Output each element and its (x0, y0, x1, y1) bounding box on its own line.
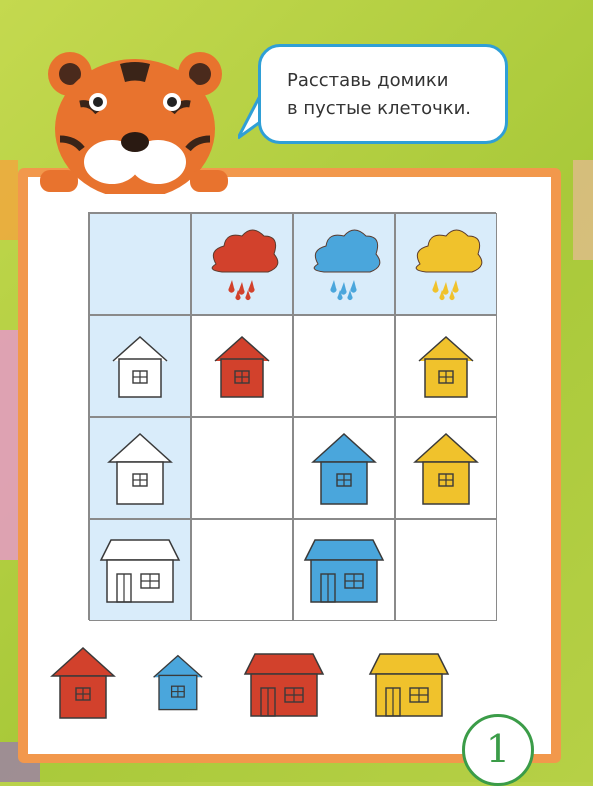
speech-bubble (258, 44, 508, 144)
grid-cell (293, 213, 395, 315)
house-piece[interactable] (150, 652, 206, 715)
house-piece[interactable] (50, 644, 116, 724)
tiger-mascot (40, 44, 230, 194)
house-piece[interactable] (243, 650, 325, 722)
cloud-icon (202, 224, 282, 304)
empty-cell[interactable] (89, 213, 191, 315)
house-icon (211, 333, 273, 399)
house-icon (303, 536, 385, 604)
instruction-text (287, 67, 497, 123)
page-number-badge (462, 714, 534, 786)
grid-cell (89, 315, 191, 417)
house-icon (109, 333, 171, 399)
decor-stripe (0, 160, 18, 240)
house-icon (107, 430, 173, 506)
grid-cell (395, 417, 497, 519)
grid-cell (89, 417, 191, 519)
instruction-line-2: в пустые клеточки. (287, 98, 472, 119)
empty-cell[interactable] (293, 315, 395, 417)
grid-cell (293, 519, 395, 621)
grid-cell (191, 213, 293, 315)
grid-cell (191, 315, 293, 417)
cloud-icon (304, 224, 384, 304)
empty-cell[interactable] (395, 519, 497, 621)
decor-stripe (573, 160, 593, 260)
grid-cell (89, 519, 191, 621)
empty-cell[interactable] (191, 417, 293, 519)
page-number: 1 (485, 727, 511, 771)
empty-cell[interactable] (191, 519, 293, 621)
instruction-line-1: Расставь домики (287, 70, 449, 91)
house-icon (415, 333, 477, 399)
puzzle-grid (88, 212, 496, 620)
house-icon (311, 430, 377, 506)
house-icon (413, 430, 479, 506)
grid-cell (395, 315, 497, 417)
house-piece[interactable] (368, 650, 450, 722)
house-icon (99, 536, 181, 604)
grid-cell (293, 417, 395, 519)
grid-cell (395, 213, 497, 315)
cloud-icon (406, 224, 486, 304)
